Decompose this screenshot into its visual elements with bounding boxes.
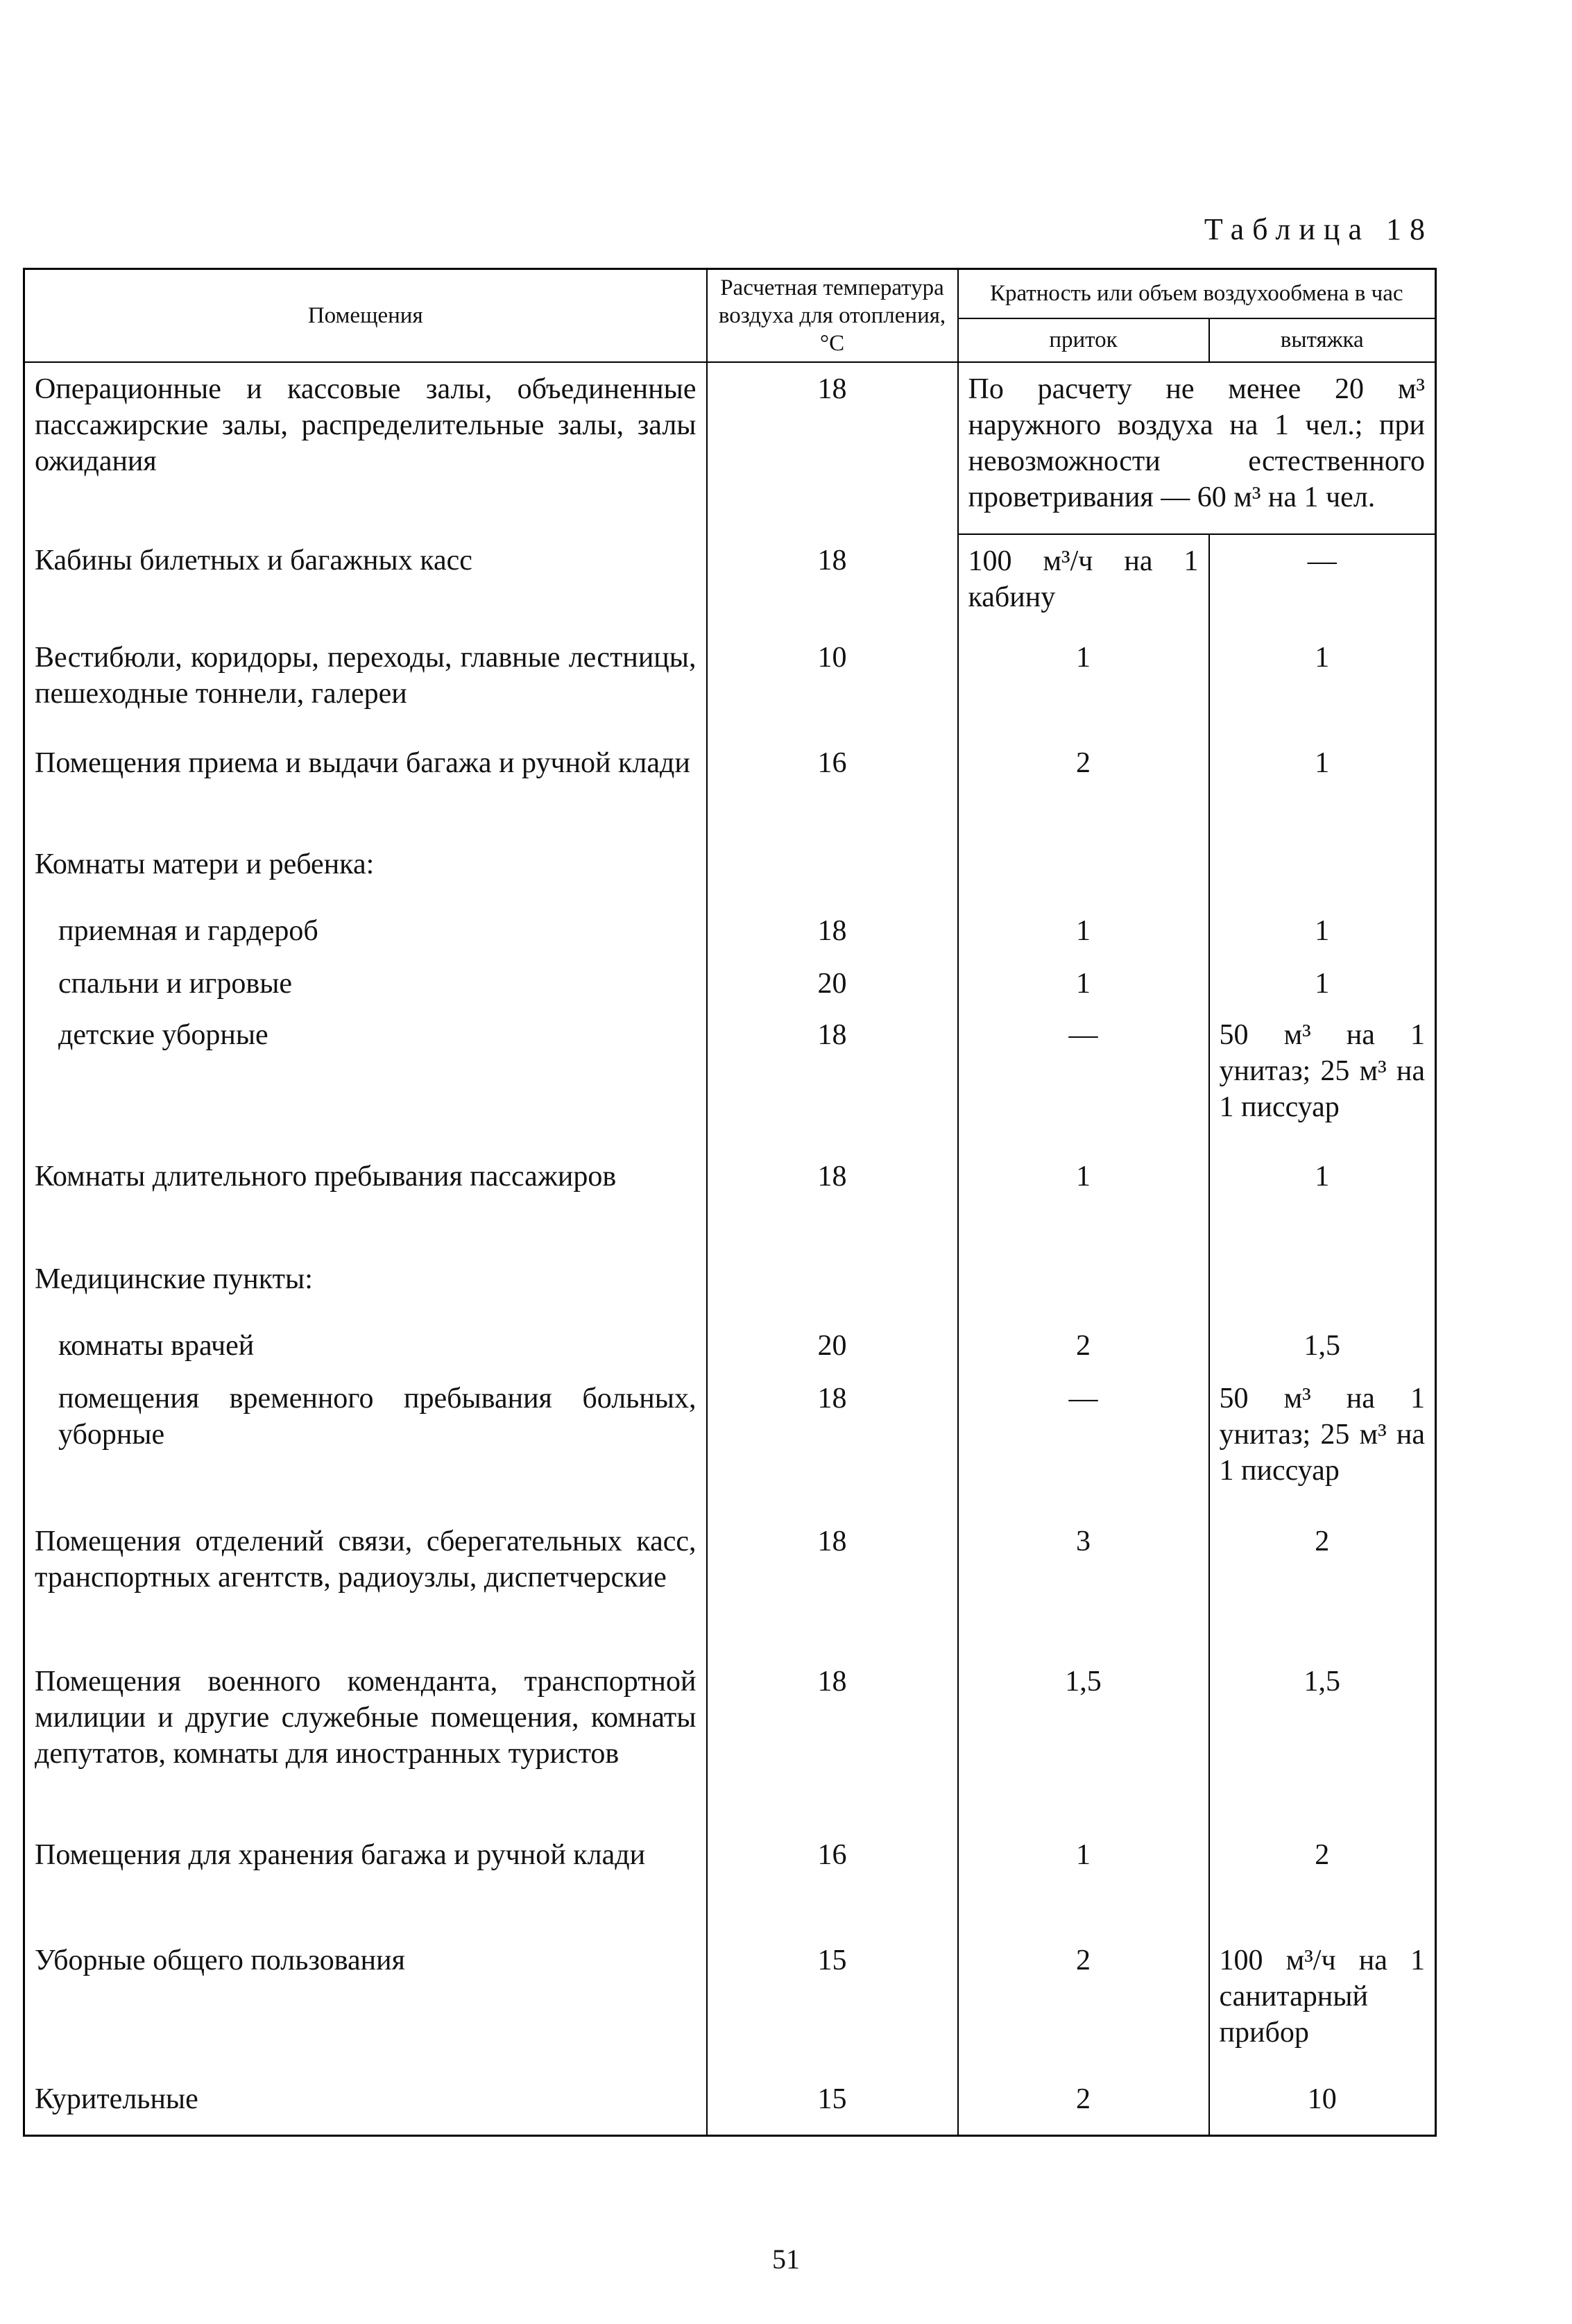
exhaust-value: 2 <box>1209 1829 1436 1934</box>
room-name: помещения временного пребывания больных, уборные <box>24 1372 707 1515</box>
header-temp: Расчетная температура воздуха для отопления, °С <box>707 269 958 363</box>
exhaust-value: 50 м³ на 1 унитаз; 25 м³ на 1 писсуар <box>1209 1372 1436 1515</box>
room-name: Помещения отделений связи, сберегательных касс, транспортных агентств, радиоузлы, диспетчерские <box>24 1515 707 1655</box>
temp-value: 18 <box>707 534 958 631</box>
supply-value: 1 <box>958 1829 1209 1934</box>
table-row <box>24 1009 1436 1150</box>
table-row <box>24 534 1436 631</box>
room-name: Вестибюли, коридоры, переходы, главные лестницы, пешеходные тоннели, галереи <box>24 631 707 737</box>
table-row <box>24 957 1436 1009</box>
table-row <box>24 1934 1436 2073</box>
temp-value: 10 <box>707 631 958 737</box>
exhaust-value <box>1209 1253 1436 1319</box>
exhaust-value: — <box>1209 534 1436 631</box>
room-group-name: Комнаты матери и ребенка: <box>24 838 707 905</box>
room-name: Кабины билетных и багажных касс <box>24 534 707 631</box>
table-row <box>24 1319 1436 1372</box>
ventilation-table <box>23 268 1437 2137</box>
header-supply: приток <box>958 318 1209 362</box>
room-name: Помещения военного коменданта, транспортной милиции и другие служебные помещения, комнаты депутатов, комнаты для иностранных туристов <box>24 1655 707 1829</box>
exhaust-value: 1 <box>1209 957 1436 1009</box>
table-row <box>24 1655 1436 1829</box>
supply-value: — <box>958 1009 1209 1150</box>
supply-value: 2 <box>958 737 1209 838</box>
header-exhaust: вытяжка <box>1209 318 1436 362</box>
room-name: Помещения для хранения багажа и ручной клади <box>24 1829 707 1934</box>
temp-value: 20 <box>707 957 958 1009</box>
supply-value: 1 <box>958 631 1209 737</box>
supply-value: 2 <box>958 2073 1209 2135</box>
temp-value: 18 <box>707 1009 958 1150</box>
table-row <box>24 1829 1436 1934</box>
supply-value <box>958 838 1209 905</box>
table-row <box>24 1150 1436 1253</box>
temp-value: 18 <box>707 1515 958 1655</box>
temp-value: 18 <box>707 1150 958 1253</box>
exhaust-value: 1,5 <box>1209 1655 1436 1829</box>
header-room: Помещения <box>24 269 707 363</box>
temp-value: 16 <box>707 1829 958 1934</box>
page-number: 51 <box>772 2244 800 2275</box>
table-row <box>24 1253 1436 1319</box>
room-name: спальни и игровые <box>24 957 707 1009</box>
supply-value: 3 <box>958 1515 1209 1655</box>
header-exchange: Кратность или объем воздухообмена в час <box>958 269 1436 318</box>
room-name: комнаты врачей <box>24 1319 707 1372</box>
table-row <box>24 362 1436 534</box>
table-row <box>24 1372 1436 1515</box>
temp-value <box>707 1253 958 1319</box>
temp-value <box>707 838 958 905</box>
supply-value: 1 <box>958 1150 1209 1253</box>
exhaust-value: 10 <box>1209 2073 1436 2135</box>
supply-value: 1 <box>958 905 1209 957</box>
room-name: Комнаты длительного пребывания пассажиров <box>24 1150 707 1253</box>
temp-value: 16 <box>707 737 958 838</box>
temp-value: 20 <box>707 1319 958 1372</box>
table-row <box>24 1515 1436 1655</box>
supply-value: 1 <box>958 957 1209 1009</box>
room-name: Уборные общего пользования <box>24 1934 707 2073</box>
room-name: Операционные и кассовые залы, объединенные пассажирские залы, распределительные залы, залы ожидания <box>24 362 707 534</box>
exhaust-value: 1 <box>1209 905 1436 957</box>
room-name: приемная и гардероб <box>24 905 707 957</box>
table-row <box>24 2073 1436 2135</box>
table-title: Таблица 18 <box>1204 212 1433 246</box>
exhaust-value: 50 м³ на 1 унитаз; 25 м³ на 1 писсуар <box>1209 1009 1436 1150</box>
supply-value <box>958 1253 1209 1319</box>
exhaust-value: 100 м³/ч на 1 санитарный прибор <box>1209 1934 1436 2073</box>
temp-value: 15 <box>707 1934 958 2073</box>
room-name: детские уборные <box>24 1009 707 1150</box>
table-row <box>24 905 1436 957</box>
table-row <box>24 737 1436 838</box>
exhaust-value: 1 <box>1209 631 1436 737</box>
supply-value: — <box>958 1372 1209 1515</box>
room-group-name: Медицинские пункты: <box>24 1253 707 1319</box>
temp-value: 15 <box>707 2073 958 2135</box>
room-name: Курительные <box>24 2073 707 2135</box>
exhaust-value: 1,5 <box>1209 1319 1436 1372</box>
temp-value: 18 <box>707 362 958 534</box>
supply-value: 1,5 <box>958 1655 1209 1829</box>
temp-value: 18 <box>707 1655 958 1829</box>
supply-value: 100 м³/ч на 1 кабину <box>958 534 1209 631</box>
exhaust-value: 2 <box>1209 1515 1436 1655</box>
exhaust-value <box>1209 838 1436 905</box>
exchange-combined: По расчету не менее 20 м³ наружного воздуха на 1 чел.; при невозможности естественного проветривания — 60 м³ на 1 чел. <box>958 362 1436 534</box>
table-row <box>24 838 1436 905</box>
room-name: Помещения приема и выдачи багажа и ручной клади <box>24 737 707 838</box>
supply-value: 2 <box>958 1319 1209 1372</box>
exhaust-value: 1 <box>1209 1150 1436 1253</box>
temp-value: 18 <box>707 905 958 957</box>
table-row <box>24 631 1436 737</box>
temp-value: 18 <box>707 1372 958 1515</box>
exhaust-value: 1 <box>1209 737 1436 838</box>
supply-value: 2 <box>958 1934 1209 2073</box>
